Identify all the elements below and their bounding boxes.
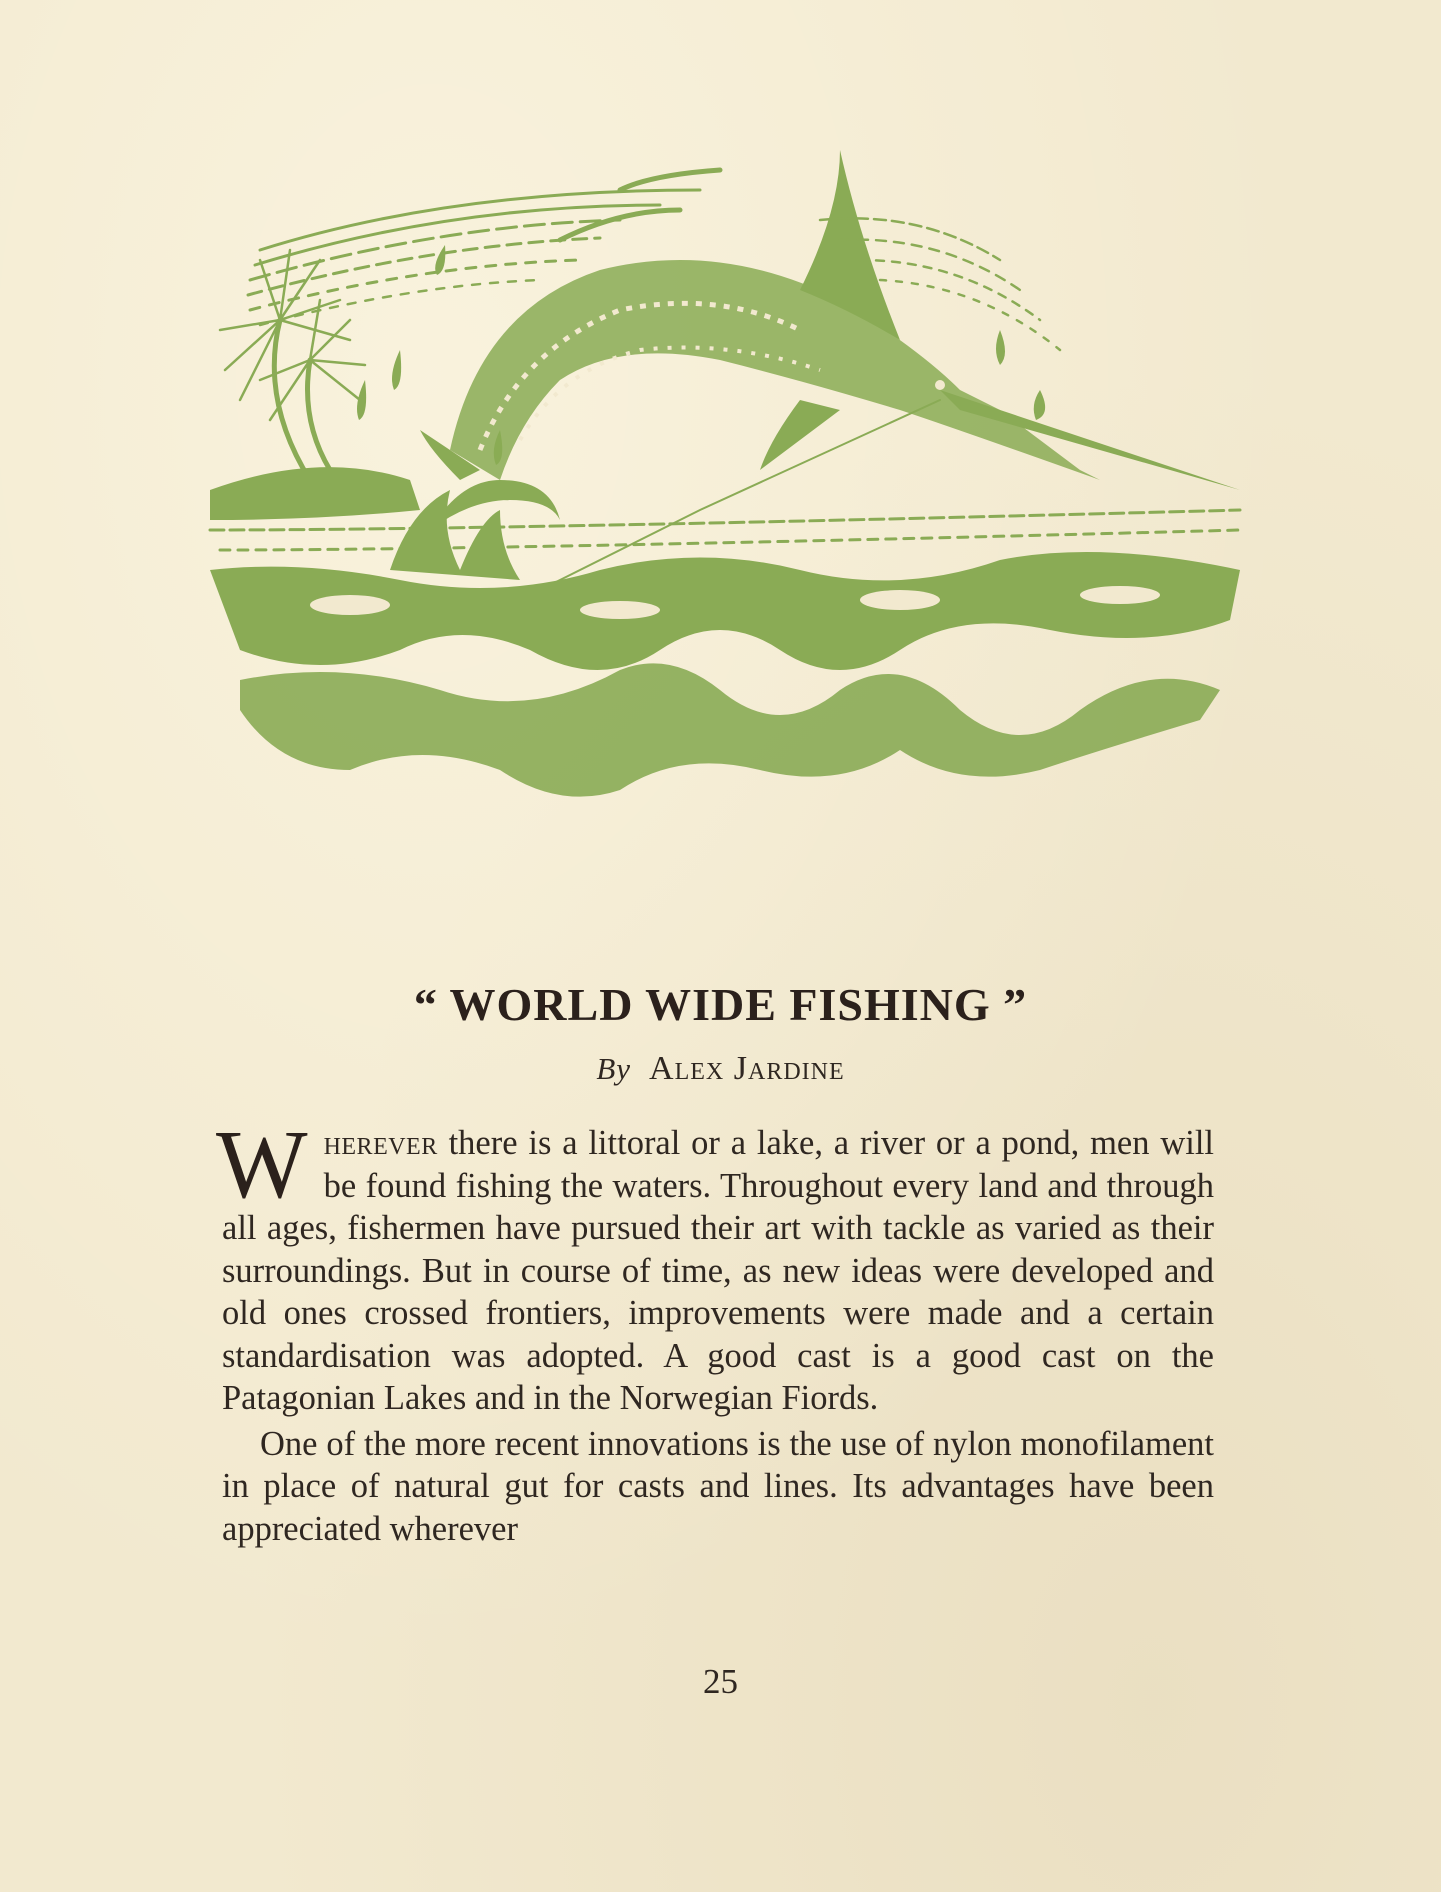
- byline: [0, 1050, 1441, 1088]
- byline-prefix: By: [596, 1051, 632, 1086]
- drop-cap: W: [216, 1111, 308, 1218]
- swordfish: [420, 150, 1240, 530]
- palm-trees: [210, 250, 420, 520]
- article-body: [216, 1111, 1214, 1550]
- paragraph-1-text: there is a littoral or a lake, a river or a pond, men will be found fishing the waters. Throughout every land and through all ages, fishermen have pursued their art with tackle as varied as their surroundings. But in course of time, as new ideas were developed and old ones crossed frontiers, improvements were made and a certain standardisation was adopted. A good cast is a good cast on the Patagonian Lakes and in the Norwegian Fiords.: [222, 1124, 1214, 1417]
- author-name: Alex Jardine: [649, 1050, 845, 1087]
- paragraph-2: One of the more recent innovations is the use of nylon monofilament in place of natural gut for casts and lines. Its advantages have been appreciated wherever: [222, 1424, 1214, 1548]
- waves: [210, 490, 1240, 797]
- page-number: 25: [703, 1662, 738, 1701]
- paragraph-1: [216, 1111, 1214, 1420]
- article-title: “ WORLD WIDE FISHING ”: [413, 979, 1028, 1030]
- swordfish-illustration: [200, 150, 1250, 830]
- lead-in-smallcaps: herever: [323, 1124, 438, 1162]
